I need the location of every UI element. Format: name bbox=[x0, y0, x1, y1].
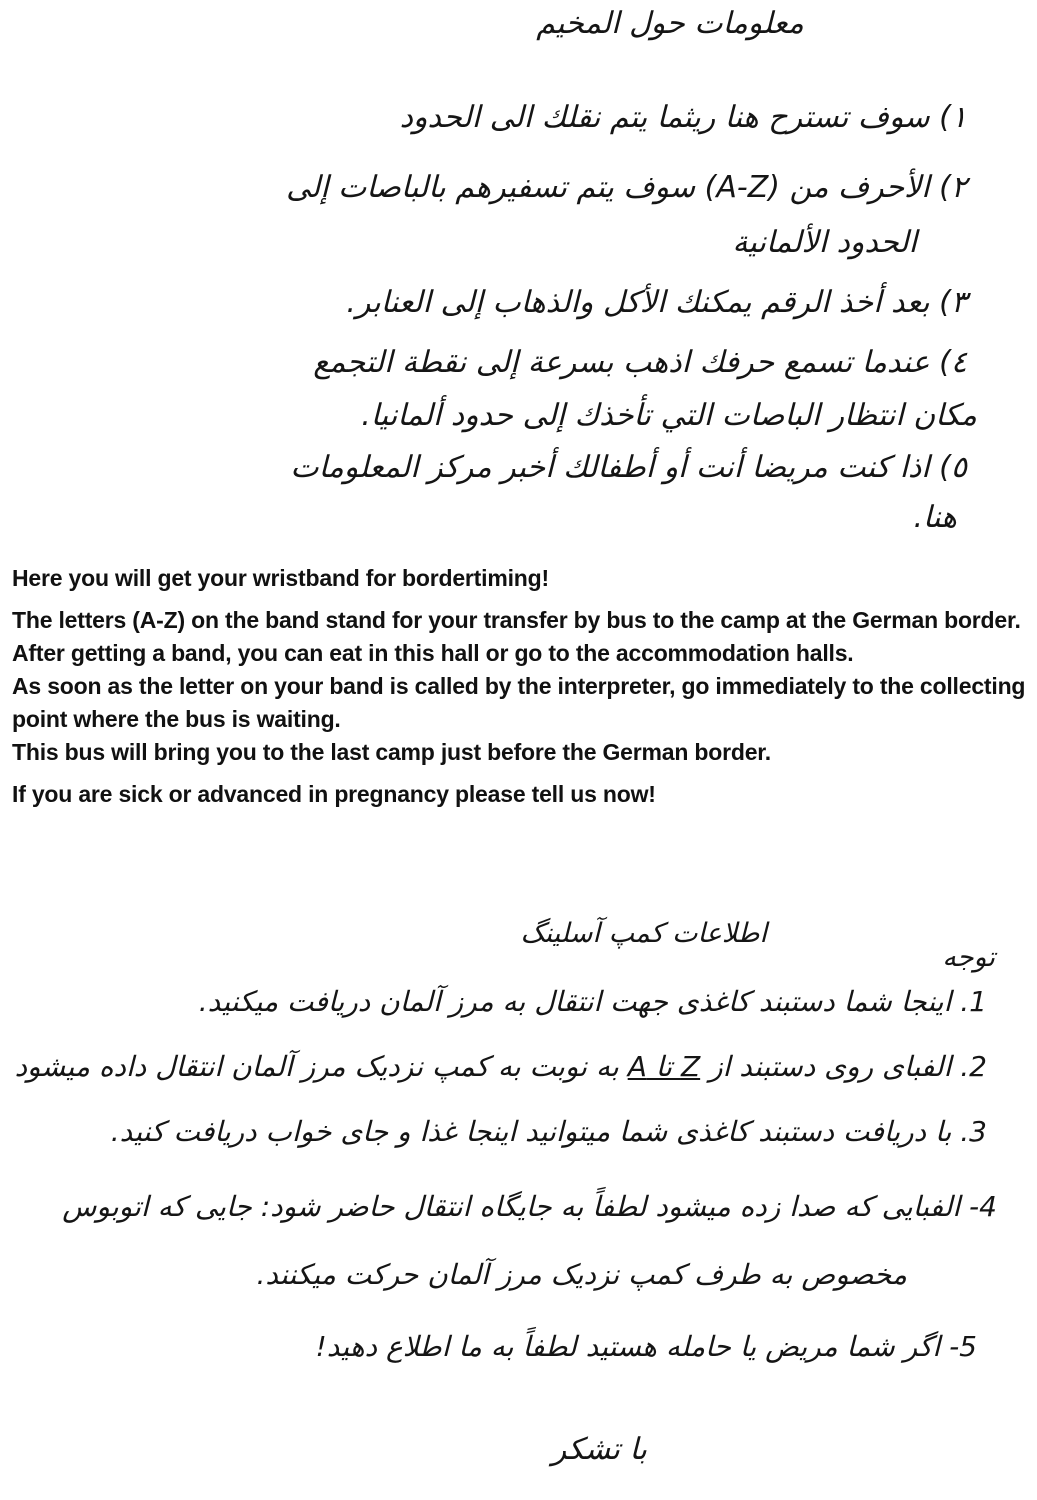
arabic-item-5-cont: هنا. bbox=[913, 500, 957, 535]
english-line-3: After getting a band, you can eat in this hall or go to the accommodation halls. bbox=[12, 640, 854, 666]
persian-item-4-cont: مخصوص به طرف کمپ نزدیک مرز آلمان حرکت میکنند. bbox=[256, 1258, 907, 1291]
english-line-1: Here you will get your wristband for bordertiming! bbox=[12, 565, 549, 591]
english-line-2: The letters (A-Z) on the band stand for your transfer by bus to the camp at the German border. bbox=[12, 607, 1021, 633]
persian-item-5: 5- اگر شما مریض یا حامله هستید لطفاً به ما اطلاع دهید! bbox=[315, 1330, 977, 1363]
persian-handwritten-notice bbox=[0, 890, 1037, 1500]
persian-item-2 bbox=[15, 1050, 987, 1083]
arabic-title: معلومات حول المخيم bbox=[536, 6, 804, 41]
arabic-handwritten-notice bbox=[0, 0, 1037, 545]
persian-item-2-start: 2. الفبای روی دستبند از bbox=[709, 1050, 987, 1083]
persian-item-2-end: به نوبت به کمپ نزدیک مرز آلمان انتقال داده میشود bbox=[14, 1050, 619, 1083]
arabic-item-1: ١) سوف تسترح هنا ريثما يتم نقلك الى الحدود bbox=[399, 100, 967, 135]
arabic-item-2-cont: الحدود الألمانية bbox=[732, 225, 917, 260]
english-line-6: If you are sick or advanced in pregnancy please tell us now! bbox=[12, 781, 656, 807]
arabic-item-5: ٥) اذا كنت مريضا أنت أو أطفالك أخبر مركز المعلومات bbox=[290, 450, 967, 485]
arabic-item-4-cont: مكان انتظار الباصات التي تأخذك إلى حدود ألمانيا. bbox=[361, 398, 977, 433]
arabic-item-4: ٤) عندما تسمع حرفك اذهب بسرعة إلى نقطة التجمع bbox=[313, 345, 967, 380]
english-line-4: As soon as the letter on your band is called by the interpreter, go immediately to the collecting point where the bus is waiting. bbox=[12, 673, 1026, 732]
arabic-item-3: ٣) بعد أخذ الرقم يمكنك الأكل والذهاب إلى العنابر. bbox=[346, 285, 967, 320]
persian-item-4: 4- الفبایی که صدا زده میشود لطفاً به جایگاه انتقال حاضر شود: جایی که اتوبوس bbox=[62, 1190, 997, 1223]
persian-item-3: 3. با دریافت دستبند کاغذی شما میتوانید اینجا غذا و جای خواب دریافت کنید. bbox=[110, 1115, 987, 1148]
english-notice bbox=[12, 562, 1027, 811]
persian-item-1: 1. اینجا شما دستبند کاغذی جهت انتقال به مرز آلمان دریافت میکنید. bbox=[198, 985, 987, 1018]
english-line-5: This bus will bring you to the last camp just before the German border. bbox=[12, 739, 771, 765]
arabic-item-2: ٢) الأحرف من (A-Z) سوف يتم تسفيرهم بالباصات إلى bbox=[286, 170, 967, 205]
persian-item-2-range: Z تا A bbox=[627, 1050, 701, 1083]
persian-thanks: با تشکر bbox=[551, 1432, 647, 1467]
persian-note-label: توجه bbox=[942, 942, 995, 973]
persian-title: اطلاعات کمپ آسلینگ bbox=[520, 918, 767, 949]
